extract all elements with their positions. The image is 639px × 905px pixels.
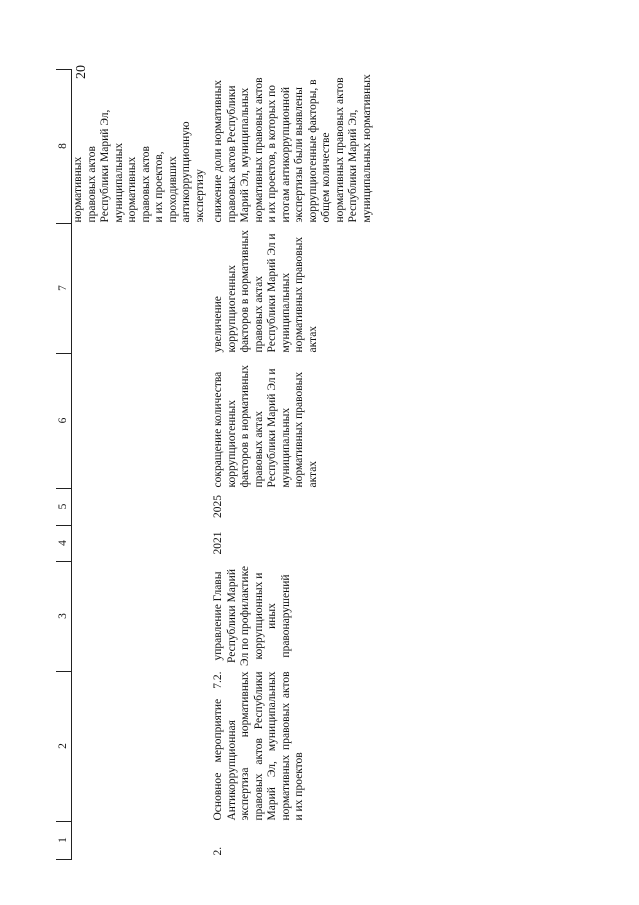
- table-row: [72, 70, 555, 860]
- row-number: 2.: [212, 846, 224, 856]
- start-year-cell: 2021: [212, 531, 224, 555]
- program-table: [56, 69, 554, 860]
- measure-cell: Основное мероприятие 7.2. Антикоррупционная экспертиза нормативных правовых актов Республики Марий Эл, муниципальных нормативных правовых актов и их проектов: [212, 671, 305, 821]
- short-term-result-cell: сокращение количества коррупциогенных факторов в нормативных правовых актах Республики Марий Эл и муниципальных нормативных правовых актах: [212, 365, 319, 488]
- column-number: 1: [56, 822, 72, 860]
- column-number: 4: [56, 526, 72, 562]
- rotated-table-sheet: [56, 70, 556, 860]
- column-number: 6: [56, 354, 72, 489]
- column-number: 3: [56, 562, 72, 672]
- column-number: 2: [56, 672, 72, 822]
- column-number: 7: [56, 224, 72, 354]
- indicator-continuation-cell: нормативных правовых актов Республики Марий Эл, муниципальных нормативных правовых актов и их проектов, проходивших антикоррупционную экспертизу: [72, 109, 206, 223]
- executor-cell: управление Главы Республики Марий Эл по профилактике коррупционных и иных правонарушений: [212, 566, 292, 666]
- page-number: 20: [74, 65, 89, 79]
- column-number-row: [56, 70, 72, 860]
- indicator-cell: снижение доли нормативных правовых актов Республики Марий Эл, муниципальных нормативных правовых актов и их проектов, в которых по итогам антикоррупционной экспертизы были выявлены коррупциогенные факторы, в общем количестве нормативных правовых актов Республики Марий Эл, муниципальных нормативных: [212, 74, 373, 223]
- end-year-cell: 2025: [212, 495, 224, 518]
- column-number: 5: [56, 489, 72, 526]
- column-number: 8: [56, 70, 72, 224]
- consequences-cell: увеличение коррупциогенных факторов в нормативных правовых актах Республики Марий Эл и муниципальных нормативных правовых актах: [212, 230, 319, 353]
